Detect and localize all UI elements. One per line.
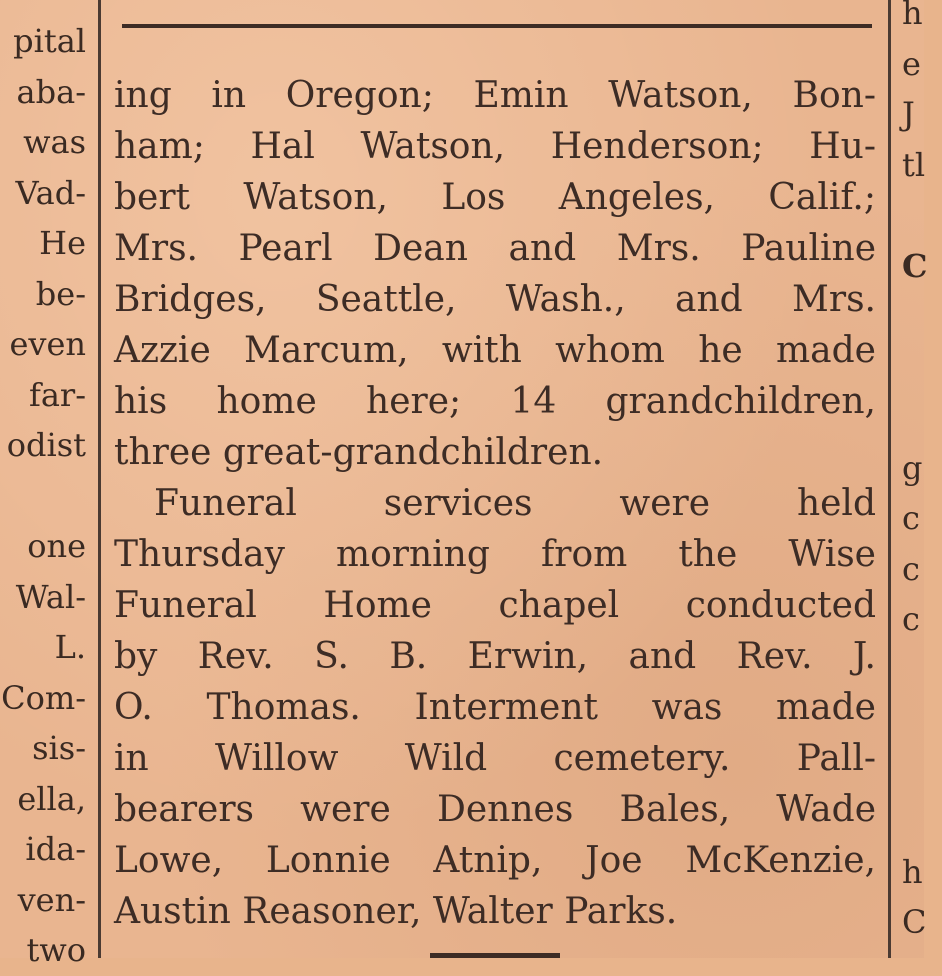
article-line: three great-grandchildren.	[114, 432, 604, 473]
right-line: c	[902, 549, 920, 588]
article-line: his home here; 14 grandchildren,	[114, 381, 876, 422]
right-line: c	[902, 600, 920, 638]
right-line	[902, 746, 942, 797]
article-line: Mrs. Pearl Dean and Mrs. Pauline	[114, 228, 876, 269]
right-line	[902, 291, 942, 342]
article-line: ing in Oregon; Emin Watson, Bon-	[114, 75, 876, 116]
right-line: h	[902, 0, 923, 32]
left-line: He	[39, 224, 86, 262]
left-line: pital	[13, 22, 86, 60]
right-line	[902, 695, 942, 746]
article-line: Bridges, Seattle, Wash., and Mrs.	[114, 279, 876, 320]
column-rule-left	[98, 0, 101, 958]
right-line	[902, 645, 942, 696]
right-line: tl	[902, 145, 926, 184]
article-line: bert Watson, Los Angeles, Calif.;	[114, 177, 876, 218]
left-line: ella,	[17, 779, 86, 818]
right-line: J	[902, 95, 915, 133]
right-column-fragment	[902, 0, 942, 948]
article-line: Azzie Marcum, with whom he made	[114, 330, 876, 371]
right-line: c	[902, 499, 920, 537]
article-line: bearers were Dennes Bales, Wade	[114, 789, 876, 830]
right-line	[902, 190, 942, 241]
left-line: even	[9, 325, 86, 363]
left-line: two	[26, 931, 86, 969]
article-line: Lowe, Lonnie Atnip, Joe McKenzie,	[114, 840, 876, 881]
left-line: was	[23, 123, 86, 161]
article-line: ham; Hal Watson, Henderson; Hu-	[114, 126, 876, 167]
left-line: far-	[28, 375, 86, 414]
article-line: Funeral services were held	[154, 483, 876, 524]
right-line: h	[902, 852, 923, 891]
bottom-divider	[430, 953, 560, 958]
article-line: Austin Reasoner, Walter Parks.	[114, 891, 678, 932]
left-line: Wal-	[15, 577, 86, 616]
article-line: Thursday morning from the Wise	[114, 534, 876, 575]
right-line	[902, 392, 942, 443]
left-line: odist	[6, 426, 86, 464]
article-line: in Willow Wild cemetery. Pall-	[114, 738, 876, 779]
section-divider	[122, 24, 872, 28]
left-column-fragment	[0, 0, 86, 976]
article-line: by Rev. S. B. Erwin, and Rev. J.	[114, 636, 876, 677]
article-line: Funeral Home chapel conducted	[114, 585, 876, 626]
left-line	[0, 471, 86, 522]
left-line: sis-	[32, 729, 86, 767]
right-line: e	[902, 44, 921, 83]
column-rule-right	[888, 0, 891, 958]
right-line: g	[902, 448, 923, 487]
left-line: be-	[35, 274, 86, 313]
left-line: one	[27, 527, 86, 565]
right-line: C	[902, 903, 927, 941]
right-line: C	[902, 246, 928, 285]
obituary-article	[114, 70, 876, 937]
right-line	[902, 796, 942, 847]
article-line: O. Thomas. Interment was made	[114, 687, 876, 728]
left-line: Vad-	[15, 173, 86, 212]
left-line: Com-	[1, 678, 86, 717]
left-line: L.	[54, 628, 86, 666]
left-line: aba-	[16, 72, 86, 111]
left-line: ven-	[17, 880, 86, 919]
right-line	[902, 342, 942, 393]
left-line: ida-	[25, 830, 86, 868]
